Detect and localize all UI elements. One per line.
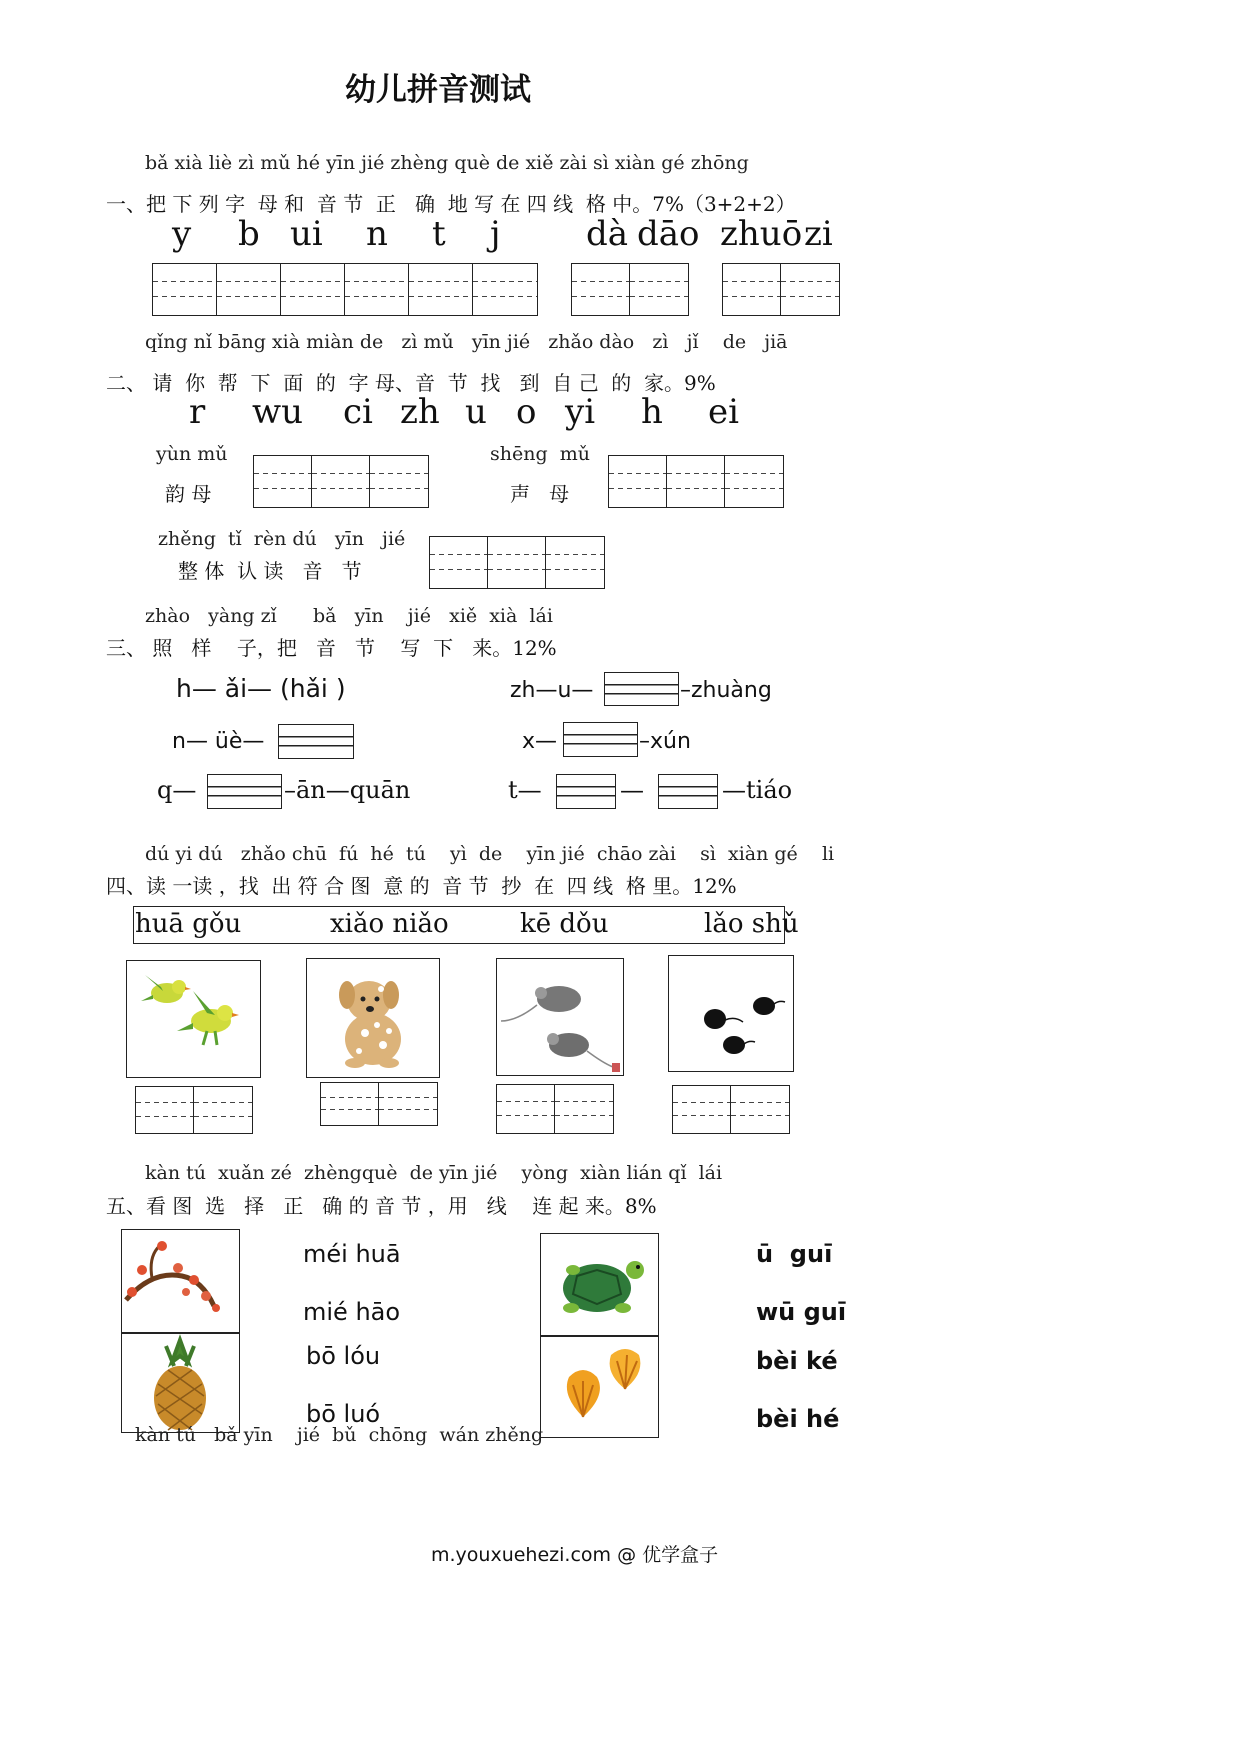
- q4-grid-4[interactable]: [672, 1085, 790, 1134]
- q4-heading: 四、读 一读 ，找 出 符 合 图 意 的 音 节 抄 在 四 线 格 里。12%: [106, 874, 737, 898]
- q5-left-option[interactable]: méi huā: [303, 1240, 401, 1268]
- q2-item: yi: [565, 392, 596, 432]
- pineapple-icon: [122, 1334, 238, 1434]
- plum-blossom-icon: [122, 1230, 238, 1330]
- q3-ex6-end: —tiáo: [722, 776, 793, 804]
- q1-four-line-grid[interactable]: [571, 263, 689, 316]
- q2-item: h: [641, 392, 663, 432]
- q2-item: r: [189, 392, 206, 432]
- q1-four-line-grid[interactable]: [722, 263, 840, 316]
- q5-right-pictures: [540, 1233, 659, 1438]
- q4-word: kē dǒu: [520, 909, 609, 939]
- q3-ex2-end: –zhuàng: [680, 678, 772, 703]
- q4-grid-1[interactable]: [135, 1086, 253, 1134]
- dog-icon: [307, 959, 438, 1076]
- q3-ex6-blank-1[interactable]: [556, 774, 616, 809]
- q3-ex2-start: zh—u—: [510, 678, 594, 703]
- q3-ex3-start: n— üè—: [172, 729, 265, 754]
- turtle-icon: [541, 1234, 657, 1334]
- q5-left-option[interactable]: bō luó: [306, 1400, 381, 1428]
- yunmu-label: 韵 母: [165, 482, 212, 506]
- q5-right-option[interactable]: bèi ké: [756, 1347, 838, 1375]
- q2-item: ci: [343, 392, 373, 432]
- yunmu-grid[interactable]: [253, 455, 429, 508]
- q5-left-option[interactable]: bō lóu: [306, 1342, 381, 1370]
- q3-ex6-start: t—: [508, 776, 542, 804]
- q5-right-option[interactable]: ū guī: [756, 1240, 833, 1268]
- q1-pinyin: bǎ xià liè zì mǔ hé yīn jié zhèng què de xiě zài sì xiàn gé zhōng: [145, 152, 749, 174]
- q1-letter: b: [238, 214, 260, 254]
- bird-icon: [127, 961, 259, 1076]
- dog-picture: [306, 958, 440, 1078]
- q1-syllable: dà: [586, 214, 629, 254]
- q1-heading: 一、把 下 列 字 母 和 音 节 正 确 地 写 在 四 线 格 中。7%（3+2+2）: [106, 192, 796, 216]
- shengmu-label: 声 母: [510, 482, 570, 506]
- q4-word: huā gǒu: [135, 909, 242, 939]
- q2-item: o: [516, 392, 537, 432]
- page-title: 幼儿拼音测试: [345, 72, 531, 108]
- q2-pinyin: qǐng nǐ bāng xià miàn de zì mǔ yīn jié zhǎo dào zì jǐ de jiā: [145, 331, 788, 353]
- shengmu-pinyin: shēng mǔ: [490, 443, 590, 465]
- q1-syllable: dāo: [637, 214, 700, 254]
- mice-picture: [496, 958, 624, 1076]
- footer-watermark[interactable]: m.youxuehezi.com @ 优学盒子: [431, 1544, 719, 1566]
- q1-letter: ui: [290, 214, 323, 254]
- q3-ex6-dash: —: [620, 776, 644, 804]
- q1-letter: t: [432, 214, 446, 254]
- q4-word: xiǎo niǎo: [330, 909, 449, 939]
- q1-four-line-grid[interactable]: [152, 263, 538, 316]
- q2-item: u: [465, 392, 487, 432]
- q1-letter: n: [366, 214, 388, 254]
- zhengti-label: 整 体 认 读 音 节: [178, 559, 362, 583]
- q3-ex5-blank[interactable]: [207, 774, 282, 809]
- q5-heading: 五、看 图 选 择 正 确 的 音 节 ，用 线 连 起 来。8%: [106, 1194, 657, 1218]
- q3-ex2-blank[interactable]: [604, 672, 679, 706]
- q1-letter: y: [172, 214, 192, 254]
- q2-heading: 二、 请 你 帮 下 面 的 字 母、音 节 找 到 自 己 的 家。9%: [106, 371, 716, 395]
- q4-word: lǎo shǔ: [704, 909, 799, 939]
- q3-heading: 三、 照 样 子，把 音 节 写 下 来。12%: [106, 636, 557, 660]
- q4-grid-2[interactable]: [320, 1082, 438, 1126]
- birds-picture: [126, 960, 261, 1078]
- tadpoles-picture: [668, 955, 794, 1072]
- q4-pinyin: dú yi dú zhǎo chū fú hé tú yì de yīn jié chāo zài sì xiàn gé li: [145, 843, 835, 865]
- q3-ex6-blank-2[interactable]: [658, 774, 718, 809]
- shell-icon: [541, 1337, 657, 1437]
- mouse-icon: [497, 959, 622, 1074]
- q2-item: ei: [708, 392, 739, 432]
- q5-pinyin: kàn tú xuǎn zé zhèngquè de yīn jié yòng xiàn lián qǐ lái: [145, 1162, 723, 1184]
- q3-ex4-start: x—: [522, 729, 558, 754]
- zhengti-grid[interactable]: [429, 536, 605, 589]
- q4-grid-3[interactable]: [496, 1084, 614, 1134]
- q1-syllable: zhuō: [720, 214, 803, 254]
- shengmu-grid[interactable]: [608, 455, 784, 508]
- q2-item: zh: [400, 392, 440, 432]
- q3-ex3-blank[interactable]: [278, 724, 354, 759]
- q1-letter: j: [490, 214, 501, 254]
- q3-ex4-blank[interactable]: [563, 722, 638, 757]
- q3-ex5-start: q—: [157, 776, 197, 804]
- q3-ex5-end: –ān—quān: [284, 776, 411, 804]
- q5-left-pictures: [121, 1229, 240, 1433]
- q2-item: wu: [252, 392, 303, 432]
- tadpole-icon: [669, 956, 792, 1070]
- q1-syllable: zi: [804, 214, 833, 254]
- q3-ex4-end: –xún: [639, 729, 691, 754]
- q5-right-option[interactable]: bèi hé: [756, 1405, 840, 1433]
- q6-pinyin: kàn tú bǎ yīn jié bǔ chōng wán zhěng: [135, 1424, 544, 1446]
- q3-pinyin: zhào yàng zǐ bǎ yīn jié xiě xià lái: [145, 605, 553, 627]
- yunmu-pinyin: yùn mǔ: [156, 443, 228, 465]
- q5-left-option[interactable]: mié hāo: [303, 1298, 401, 1326]
- q3-example-1: h— ǎi— (hǎi ): [176, 674, 346, 703]
- zhengti-pinyin: zhěng tǐ rèn dú yīn jié: [158, 528, 406, 550]
- q5-right-option[interactable]: wū guī: [756, 1298, 847, 1326]
